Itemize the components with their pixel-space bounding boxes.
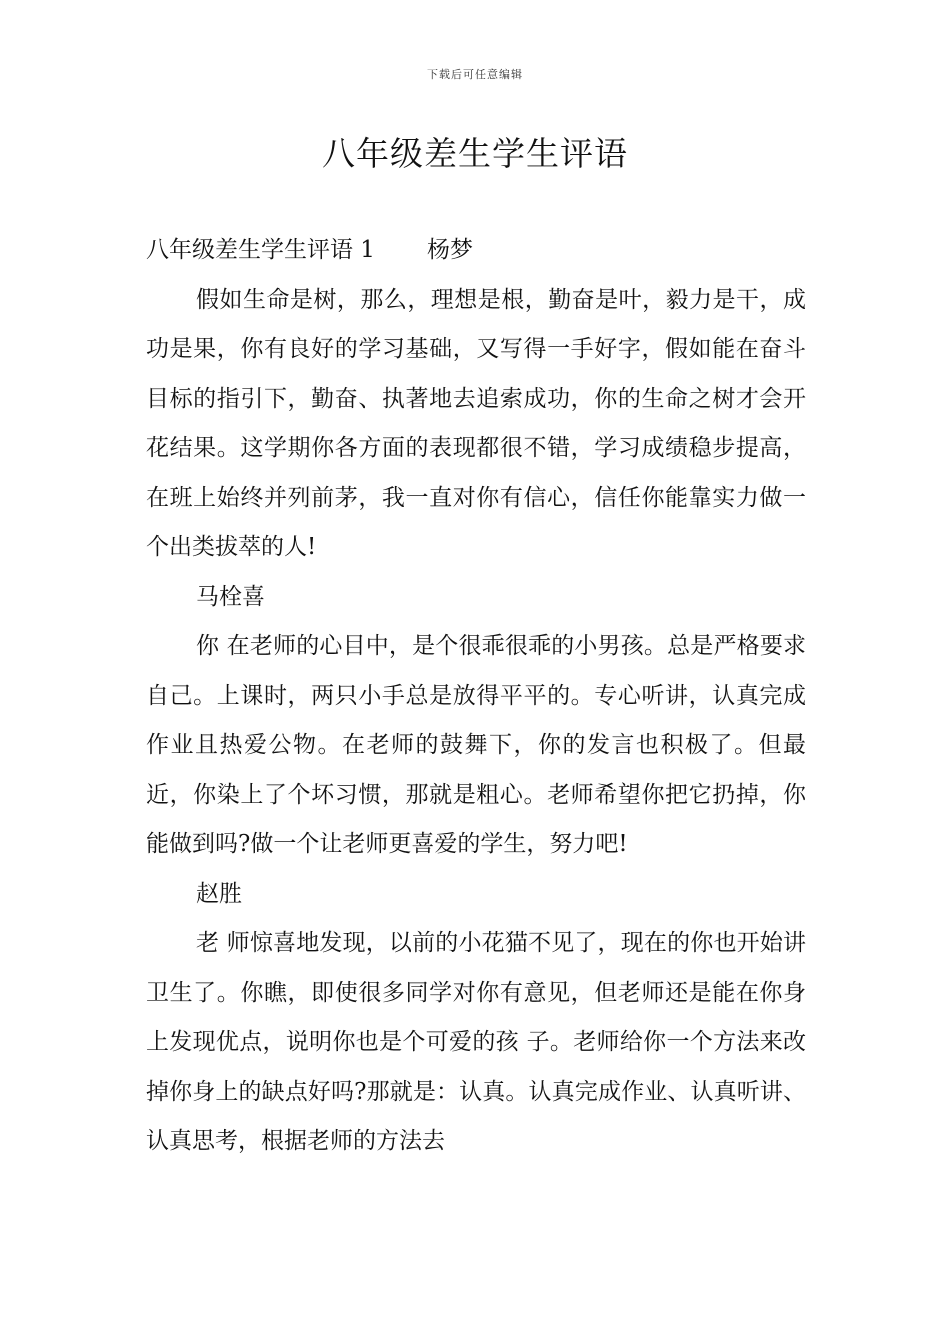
comment-paragraph: 老 师惊喜地发现，以前的小花猫不见了，现在的你也开始讲卫生了。你瞧，即使很多同学对你有意见，但老师还是能在你身上发现优点，说明你也是个可爱的孩 子。老师给你一个方法来改掉你身上的缺点好吗?那就是：认真。认真完成作业、认真听讲、认真思考，根据老师的方法去: [146, 930, 806, 1154]
subheading-text: 八年级差生学生评语 1: [146, 237, 375, 263]
comment-paragraph: 假如生命是树，那么，理想是根，勤奋是叶，毅力是干，成功是果，你有良好的学习基础，又写得一手好字，假如能在奋斗目标的指引下，勤奋、执著地去追索成功，你的生命之树才会开花结果。这学期你各方面的表现都很不错，学习成绩稳步提高，在班上始终并列前茅，我一直对你有信心，信任你能靠实力做一个出类拔萃的人!: [146, 286, 806, 560]
student-name: 杨梦: [426, 237, 473, 263]
document-title: 八年级差生学生评语: [322, 134, 628, 173]
comment-paragraph: 你 在老师的心目中，是个很乖很乖的小男孩。总是严格要求自己。上课时，两只小手总是放得平平的。专心听讲，认真完成作业且热爱公物。在老师的鼓舞下，你的发言也积极了。但最近，你染上了个坏习惯，那就是粗心。老师希望你把它扔掉，你能做到吗?做一个让老师更喜爱的学生，努力吧!: [146, 633, 806, 857]
document-body: [146, 226, 806, 1167]
student-name: 马栓喜: [196, 583, 265, 610]
header-note: 下载后可任意编辑: [427, 68, 523, 81]
student-name: 赵胜: [196, 880, 242, 907]
section-subheading: [146, 226, 806, 276]
